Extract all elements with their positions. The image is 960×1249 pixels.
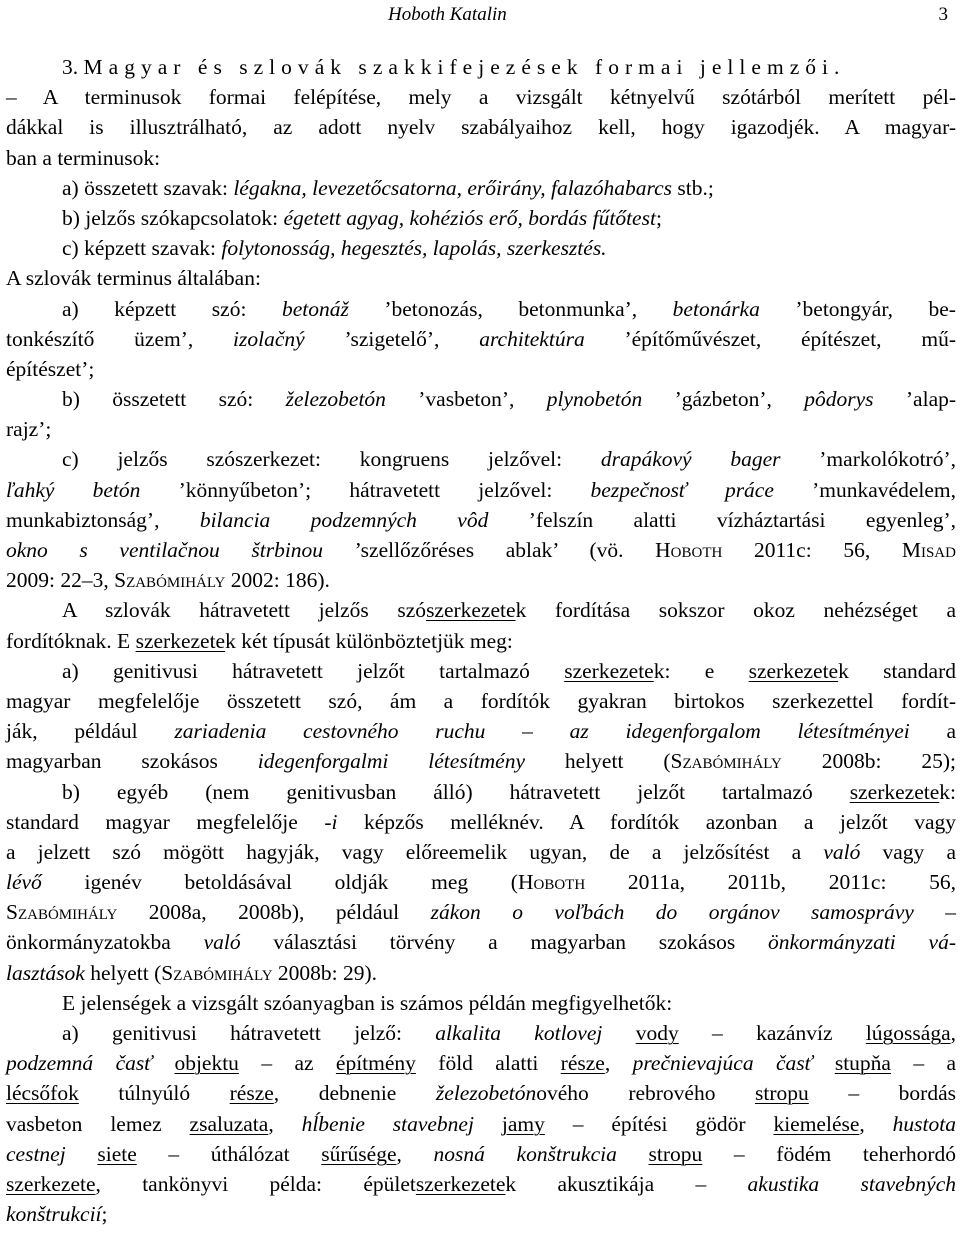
section-title: Magyar és szlovák szakkifejezések formai jellemzői.	[83, 55, 846, 79]
running-header	[6, 4, 956, 28]
text-line: a) összetett szavak: légakna, levezetőcsatorna, erőirány, falazóhabarcs stb.;	[62, 175, 714, 200]
text-line: lévő igenév betoldásával oldják meg (Hoboth 2011a, 2011b, 2011c: 56,	[6, 870, 956, 895]
text-line: önkormányzatokba való választási törvény a magyarban szokásos önkormányzati vá-	[6, 930, 957, 955]
text-line: ban a terminusok:	[6, 145, 161, 170]
text-line: Szabómihály 2008a, 2008b), például zákon o voľbách do orgánov samosprávy –	[6, 900, 956, 925]
text-line: E jelenségek a vizsgált szóanyagban is számos példán megfigyelhetők:	[62, 990, 673, 1015]
text-line: b) egyéb (nem genitivusban álló) hátravetett jelzőt tartalmazó szerkezetek:	[62, 779, 956, 804]
text-line: cestnej siete – úthálózat sűrűsége, nosná konštrukcia stropu – födém teherhordó	[6, 1141, 957, 1166]
page-number: 3	[938, 4, 948, 25]
text-line: magyar megfelelője összetett szó, ám a fordítók gyakran birtokos szerkezettel fordít-	[6, 688, 956, 713]
text-line: ľahký betón ’könnyűbeton’; hátravetett jelzővel: bezpečnosť práce ’munkavédelem,	[6, 477, 956, 502]
text-line: c) képzett szavak: folytonosság, hegesztés, lapolás, szerkesztés.	[62, 236, 607, 261]
text-line: tonkészítő üzem’, izolačný ’szigetelő’, architektúra ’építőművészet, építészet, mű-	[6, 326, 956, 351]
text-line: b) jelzős szókapcsolatok: égetett agyag, kohéziós erő, bordás fűtőtest;	[62, 205, 662, 230]
body-text	[6, 52, 956, 1229]
text-line: magyarban szokásos idegenforgalmi létesítmény helyett (Szabómihály 2008b: 25);	[6, 749, 956, 774]
section-heading	[6, 52, 956, 82]
running-header-author: Hoboth Katalin	[388, 4, 507, 25]
text-line: A szlovák hátravetett jelzős szószerkezetek fordítása sokszor okoz nehézséget a	[62, 598, 956, 623]
text-line: dákkal is illusztrálható, az adott nyelv szabályaihoz kell, hogy igazodjék. A magyar-	[6, 115, 956, 140]
text-line: konštrukcií;	[6, 1202, 108, 1227]
text-line: 2009: 22–3, Szabómihály 2002: 186).	[6, 568, 330, 593]
text-line: A szlovák terminus általában:	[6, 266, 261, 291]
text-line: ják, például zariadenia cestovného ruchu – az idegenforgalom létesítményei a	[6, 719, 957, 744]
text-line: lécsőfok túlnyúló része, debnenie železobetónového rebrového stropu – bordás	[6, 1081, 956, 1106]
text-line: podzemná časť objektu – az építmény föld alatti része, prečnievajúca časť stupňa – a	[6, 1051, 957, 1076]
text-line: c) jelzős szószerkezet: kongruens jelzővel: drapákový bager ’markolókotró’,	[62, 447, 957, 472]
section-number: 3.	[62, 55, 79, 79]
text-line: rajz’;	[6, 417, 52, 442]
text-line: lasztások helyett (Szabómihály 2008b: 29).	[6, 960, 378, 985]
text-line: építészet’;	[6, 356, 95, 381]
page	[6, 0, 957, 1227]
text-line: vasbeton lemez zsaluzata, hĺbenie stavebnej jamy – építési gödör kiemelése, hustota	[6, 1111, 956, 1136]
text-line: b) összetett szó: železobetón ’vasbeton’, plynobetón ’gázbeton’, pôdorys ’alap-	[62, 387, 957, 412]
text-line: standard magyar megfelelője -i képzős melléknév. A fordítók azonban a jelzőt vagy	[6, 809, 957, 834]
text-line: a) genitivusi hátravetett jelzőt tartalmazó szerkezetek: e szerkezetek standard	[62, 658, 956, 683]
text-line: a) genitivusi hátravetett jelző: alkalita kotlovej vody – kazánvíz lúgossága,	[62, 1021, 956, 1045]
text-line: a jelzett szó mögött hagyják, vagy előreemelik ugyan, de a jelzősítést a való vagy a	[6, 839, 956, 864]
text-line: a) képzett szó: betonáž ’betonozás, betonmunka’, betonárka ’betongyár, be-	[62, 296, 956, 321]
text-line: okno s ventilačnou štrbinou ’szellőzőréses ablak’ (vö. Hoboth 2011c: 56, Misad	[6, 538, 956, 562]
text-line: szerkezete, tankönyvi példa: épületszerkezetek akusztikája – akustika stavebných	[6, 1171, 956, 1196]
text-line: – A terminusok formai felépítése, mely a vizsgált kétnyelvű szótárból merített pél-	[6, 85, 956, 110]
text-line: munkabiztonság’, bilancia podzemných vôd ’felszín alatti vízháztartási egyenleg’,	[6, 507, 957, 532]
text-line: fordítóknak. E szerkezetek két típusát különböztetjük meg:	[6, 628, 513, 653]
